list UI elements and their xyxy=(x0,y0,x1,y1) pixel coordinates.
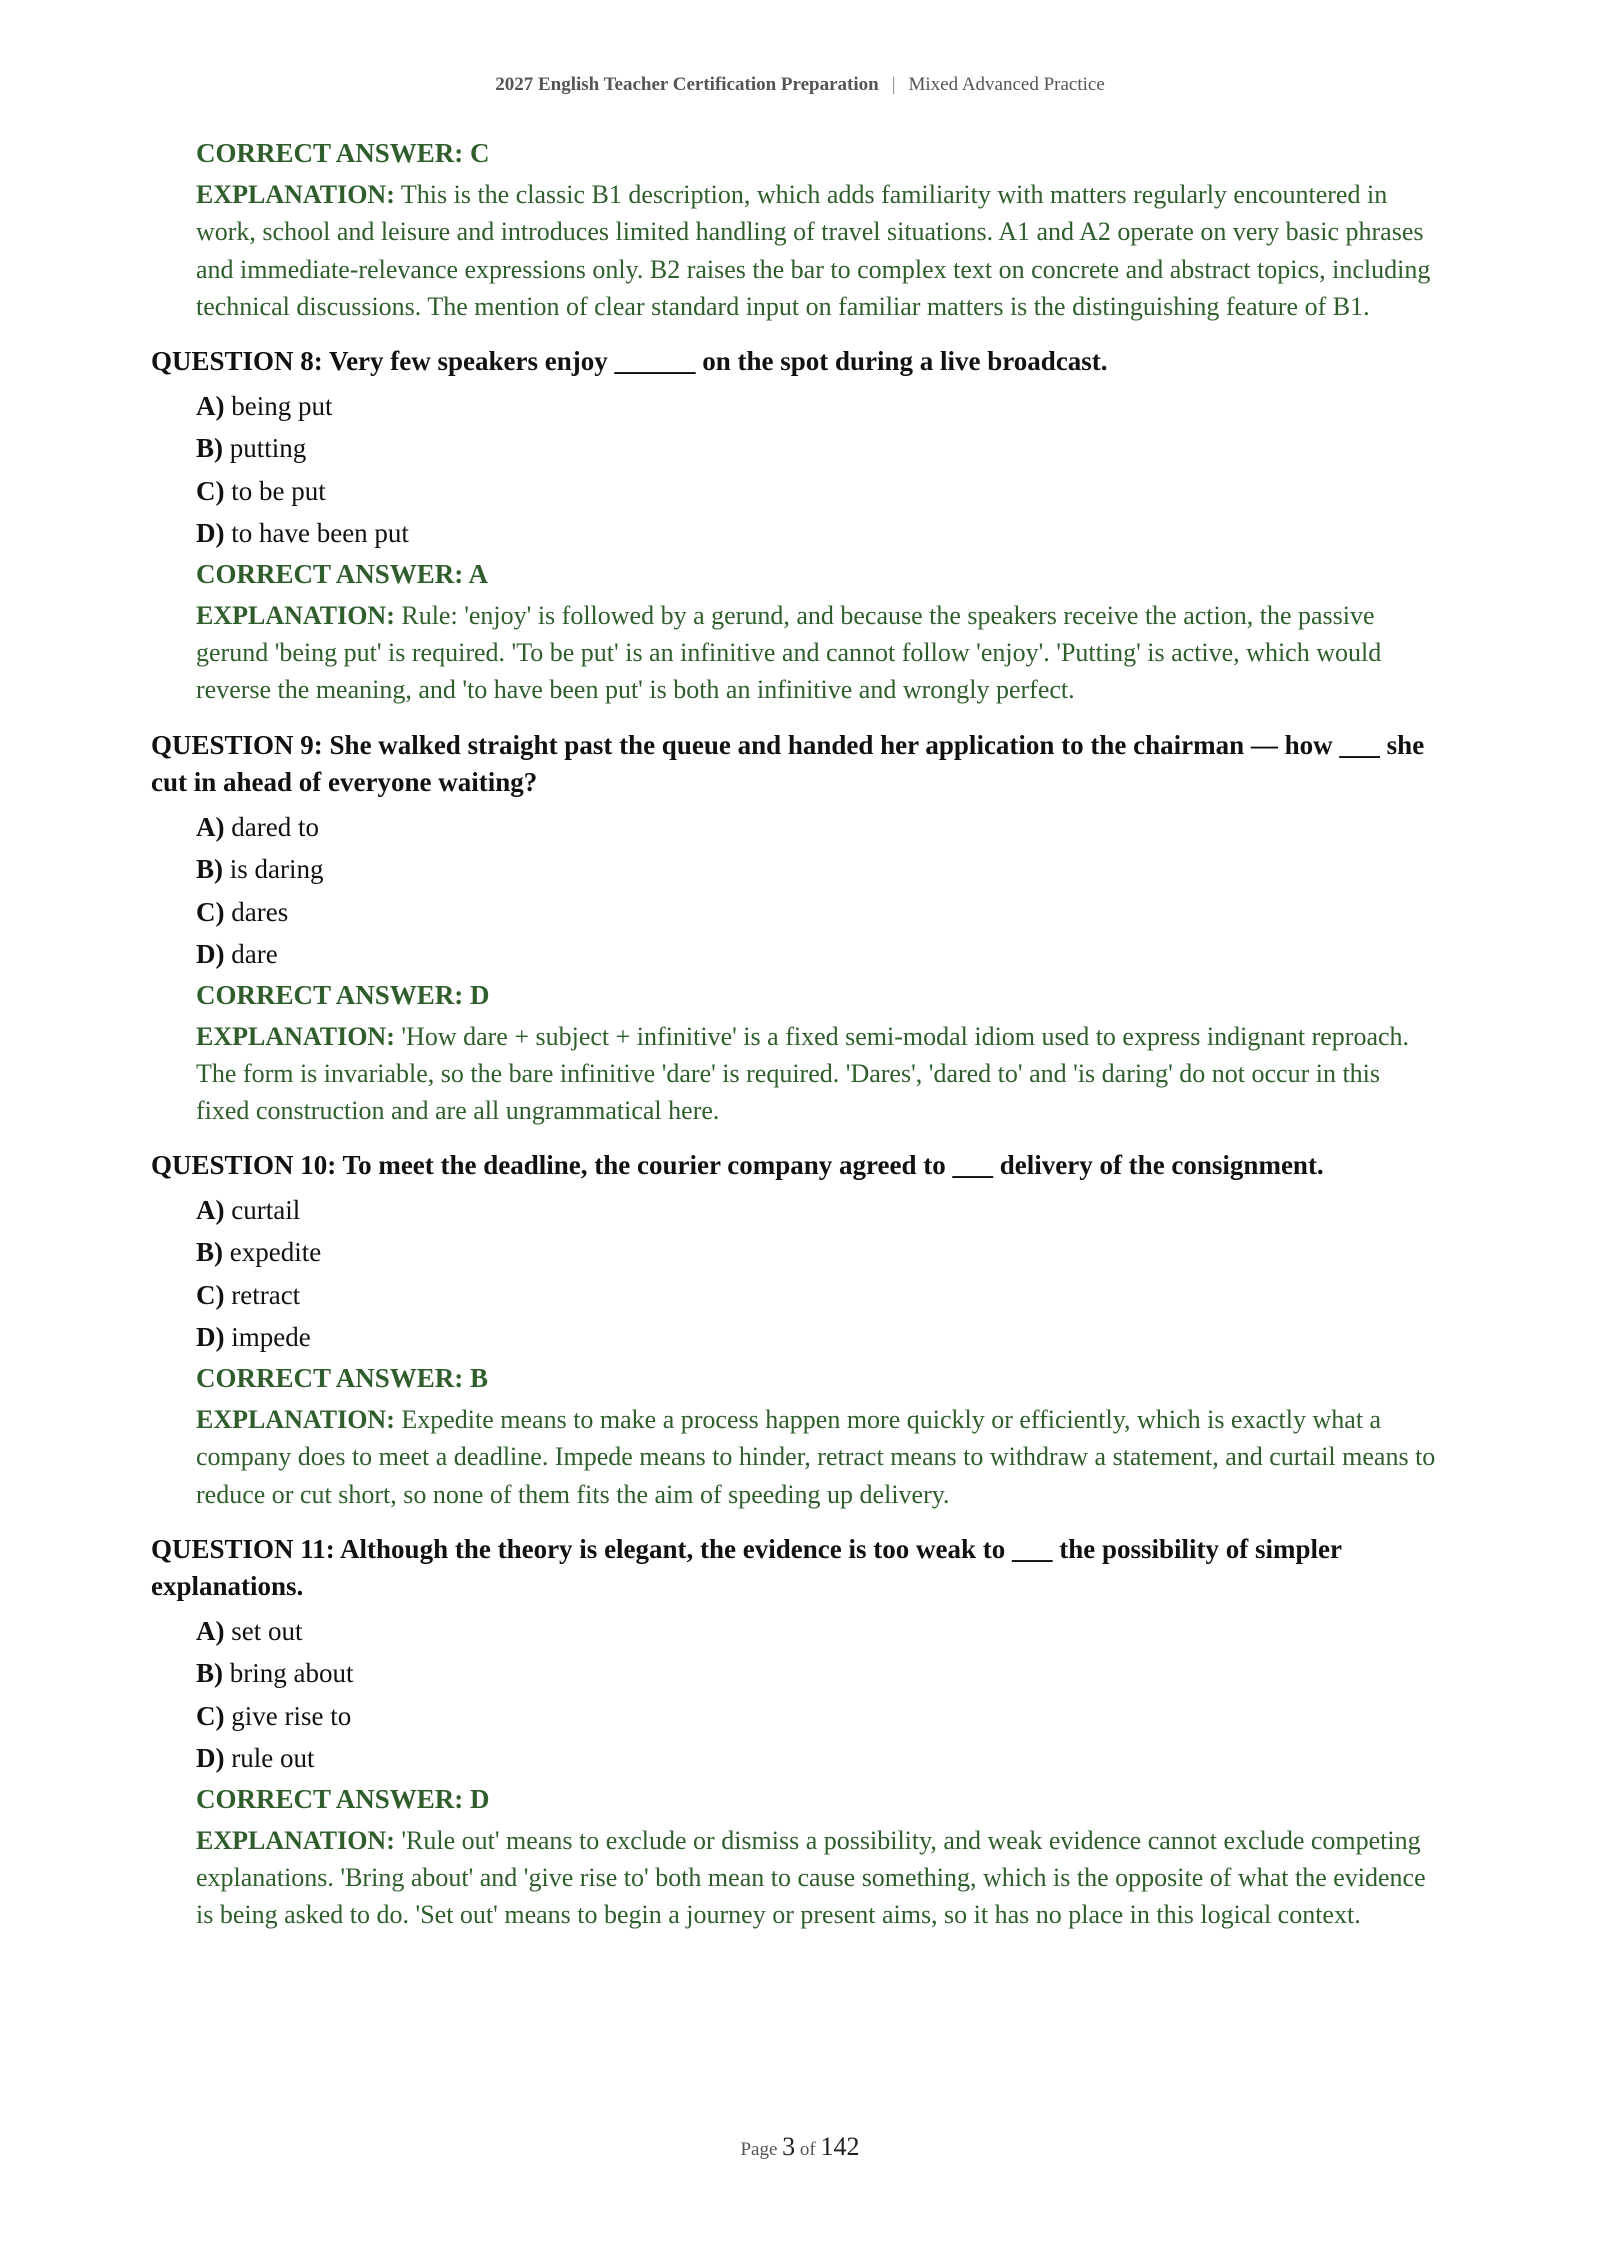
header-subtitle: Mixed Advanced Practice xyxy=(908,74,1105,95)
explanation-text: This is the classic B1 description, which adds familiarity with matters regularly encountered in work, school and leisure and introduces limited handling of travel situations. A1 and A2 operate on very basic phrases and immediate-relevance expressions only. B2 raises the bar to complex text on concrete and abstract topics, including technical discussions. The mention of clear standard input on familiar matters is the distinguishing feature of B1. xyxy=(196,180,1431,321)
option-text: is daring xyxy=(223,854,324,885)
page-word: Page xyxy=(740,2139,778,2160)
option-text: dares xyxy=(224,896,289,927)
header-separator: | xyxy=(891,74,896,95)
option-text: retract xyxy=(224,1279,301,1310)
explanation-text: Expedite means to make a process happen more quickly or efficiently, which is exactly what a company does to meet a deadline. Impede means to hinder, retract means to withdraw a statement, and curtail means to reduce or cut short, so none of them fits the aim of speeding up delivery. xyxy=(196,1404,1436,1509)
option-a xyxy=(196,1610,1600,1653)
option-d xyxy=(196,512,1600,555)
option-letter: C) xyxy=(196,896,225,927)
correct-answer: CORRECT ANSWER: D xyxy=(196,1783,490,1814)
explanation-label: EXPLANATION: xyxy=(196,600,395,630)
explanation-label: EXPLANATION: xyxy=(196,1021,395,1051)
option-letter: D) xyxy=(196,1743,225,1774)
option-letter: B) xyxy=(196,1237,223,1268)
option-letter: D) xyxy=(196,939,225,970)
option-a xyxy=(196,385,1600,428)
option-d xyxy=(196,1316,1600,1359)
option-b xyxy=(196,848,1600,891)
option-text: bring about xyxy=(223,1658,354,1689)
explanation-text: 'How dare + subject + infinitive' is a fixed semi-modal idiom used to express indignant reproach. The form is invariable, so the bare infinitive 'dare' is required. 'Dares', 'dared to' and 'is daring' do not occur in this fixed construction and are all ungrammatical here. xyxy=(196,1021,1410,1126)
option-text: give rise to xyxy=(224,1700,352,1731)
option-letter: C) xyxy=(196,1700,225,1731)
question-block-10 xyxy=(0,1147,1600,1512)
explanation-text: 'Rule out' means to exclude or dismiss a possibility, and weak evidence cannot exclude competing explanations. 'Bring about' and 'give rise to' both mean to cause something, which is the opposite of what the evidence is being asked to do. 'Set out' means to begin a journey or present aims, so it has no place in this logical context. xyxy=(196,1825,1426,1930)
of-word: of xyxy=(799,2139,816,2160)
question-text: QUESTION 11: Although the theory is elegant, the evidence is too weak to ___ the possibility of simpler explanations. xyxy=(151,1533,1342,1602)
option-c xyxy=(196,891,1600,934)
explanation-label: EXPLANATION: xyxy=(196,1825,395,1855)
question-text: QUESTION 9: She walked straight past the queue and handed her application to the chairman — how ___ she cut in ahead of everyone waiting? xyxy=(151,729,1425,798)
option-letter: B) xyxy=(196,433,223,464)
explanation xyxy=(196,1018,1436,1130)
option-text: curtail xyxy=(224,1194,301,1225)
option-letter: A) xyxy=(196,811,225,842)
option-d xyxy=(196,933,1600,976)
page-header xyxy=(0,74,1600,96)
explanation-text: Rule: 'enjoy' is followed by a gerund, and because the speakers receive the action, the passive gerund 'being put' is required. 'To be put' is an infinitive and cannot follow 'enjoy'. 'Putting' is active, which would reverse the meaning, and 'to have been put' is both an infinitive and wrongly perfect. xyxy=(196,600,1382,705)
option-text: set out xyxy=(224,1615,303,1646)
option-c xyxy=(196,470,1600,513)
page-content xyxy=(0,134,1600,1934)
explanation-label: EXPLANATION: xyxy=(196,180,395,209)
explanation xyxy=(196,1822,1436,1934)
option-letter: C) xyxy=(196,475,225,506)
option-c xyxy=(196,1274,1600,1317)
option-b xyxy=(196,1231,1600,1274)
option-letter: A) xyxy=(196,1615,225,1646)
option-b xyxy=(196,1652,1600,1695)
option-c xyxy=(196,1695,1600,1738)
option-text: putting xyxy=(223,433,307,464)
page-number: 3 xyxy=(782,2132,796,2161)
question-block-11 xyxy=(0,1531,1600,1934)
option-text: being put xyxy=(224,390,333,421)
option-a xyxy=(196,806,1600,849)
question-text: QUESTION 10: To meet the deadline, the courier company agreed to ___ delivery of the consignment. xyxy=(151,1150,1324,1181)
total-pages: 142 xyxy=(820,2132,860,2161)
question-block-8 xyxy=(0,343,1600,708)
previous-correct-answer: CORRECT ANSWER: C xyxy=(196,138,490,168)
question-block-9 xyxy=(0,727,1600,1130)
option-letter: A) xyxy=(196,1194,225,1225)
option-b xyxy=(196,427,1600,470)
option-text: to be put xyxy=(224,475,326,506)
explanation-label: EXPLANATION: xyxy=(196,1404,395,1434)
option-text: rule out xyxy=(224,1743,315,1774)
header-title: 2027 English Teacher Certification Preparation xyxy=(495,74,879,95)
option-letter: B) xyxy=(196,854,223,885)
option-text: expedite xyxy=(223,1237,322,1268)
option-letter: D) xyxy=(196,518,225,549)
correct-answer: CORRECT ANSWER: A xyxy=(196,558,489,589)
explanation xyxy=(196,1401,1436,1513)
option-text: dare xyxy=(224,939,278,970)
question-text: QUESTION 8: Very few speakers enjoy ______ on the spot during a live broadcast. xyxy=(151,346,1108,377)
option-letter: A) xyxy=(196,390,225,421)
option-d xyxy=(196,1737,1600,1780)
option-a xyxy=(196,1189,1600,1232)
explanation xyxy=(196,597,1436,709)
previous-explanation xyxy=(196,176,1436,325)
correct-answer: CORRECT ANSWER: D xyxy=(196,979,490,1010)
option-text: to have been put xyxy=(224,518,409,549)
option-text: impede xyxy=(224,1322,311,1353)
option-letter: B) xyxy=(196,1658,223,1689)
option-text: dared to xyxy=(224,811,319,842)
option-letter: D) xyxy=(196,1322,225,1353)
correct-answer: CORRECT ANSWER: B xyxy=(196,1362,489,1393)
option-letter: C) xyxy=(196,1279,225,1310)
page-footer xyxy=(0,2132,1600,2162)
